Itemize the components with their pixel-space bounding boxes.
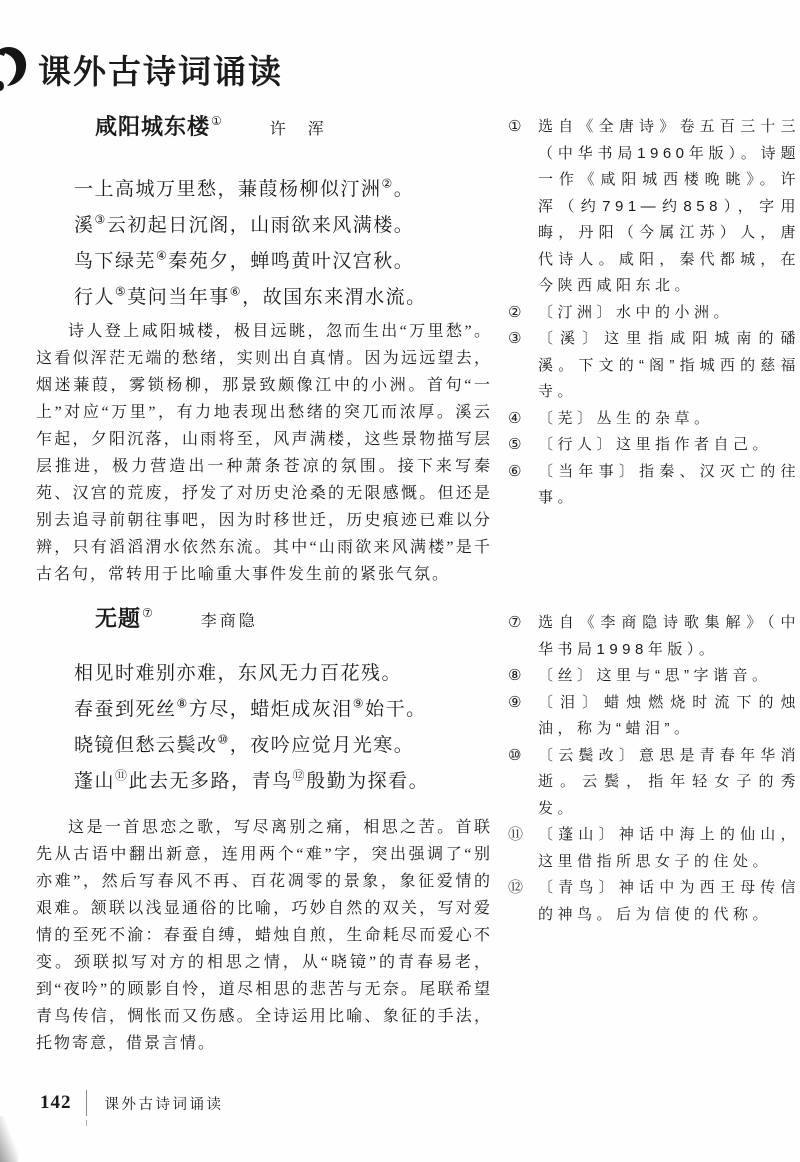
- annotations-column: [508, 114, 800, 923]
- scan-corner-shade: [0, 1116, 18, 1162]
- note-ref: ⑧: [176, 696, 189, 711]
- poem-text: 鸟下绿芜: [74, 251, 157, 272]
- poem2-header: [95, 602, 258, 633]
- poem-line: [74, 208, 427, 244]
- footnote-text: 〔丝〕这里与“思”字谐音。: [538, 667, 772, 684]
- footnote-number: ⑧: [508, 667, 522, 684]
- poem-text: 云初起日沉阁，山雨欲来风满楼。: [106, 215, 415, 236]
- footnote-number: ③: [508, 330, 522, 347]
- poem1-author: 许 浑: [269, 121, 327, 138]
- poem-text: ，夜吟应觉月光寒。: [229, 735, 415, 756]
- poem1-header: [95, 110, 327, 141]
- footnote: [508, 300, 800, 327]
- footnote-number: ②: [508, 303, 522, 321]
- note-ref: ④: [156, 248, 169, 263]
- note-ref: ⑫: [292, 768, 307, 783]
- poem-text: 春蚕到死丝: [74, 699, 177, 720]
- footnote-number: ⑪: [508, 826, 524, 843]
- footnote-number: ①: [508, 118, 522, 135]
- poem2-footnotes: [508, 610, 800, 928]
- note-ref: ③: [94, 212, 107, 227]
- crescent-logo-icon: [0, 44, 30, 92]
- footnote: [508, 432, 800, 459]
- poem-text: 殷勤为探看。: [306, 771, 430, 792]
- footnote: [508, 690, 800, 743]
- footnote-text: 〔泪〕蜡烛燃烧时流下的烛油，称为“蜡泪”。: [538, 693, 800, 737]
- footnote-number: ⑤: [508, 436, 522, 453]
- footnote-text: 选自《李商隐诗歌集解》（中华书局1998年版）。: [538, 614, 800, 658]
- footnote-number: ⑩: [508, 746, 522, 764]
- poem-text: 相见时难别亦难，东风无力百花残。: [74, 663, 403, 684]
- poem-text: 秦苑夕，蝉鸣黄叶汉宫秋。: [168, 251, 415, 272]
- poem-text: ，故国东来渭水流。: [242, 287, 427, 308]
- poem-line: [74, 764, 429, 800]
- poem-line: [74, 656, 429, 692]
- footnote-text: 〔蓬山〕神话中海上的仙山，这里借指所思女子的住处。: [538, 826, 800, 870]
- poem2-author: 李商隐: [200, 613, 258, 630]
- poem-line: [74, 172, 427, 208]
- footnote: [508, 875, 800, 928]
- footnote-text: 〔芜〕丛生的杂草。: [538, 409, 714, 427]
- poem-text: 始干。: [365, 699, 427, 720]
- poem1-title: 咸阳城东楼: [95, 114, 211, 139]
- poem-line: [74, 692, 429, 728]
- poem-text: 此去无多路，青鸟: [128, 771, 293, 792]
- footnote: [508, 459, 800, 512]
- poem-text: 蓬山: [74, 771, 116, 792]
- footnote-text: 〔行人〕这里指作者自己。: [538, 436, 773, 453]
- poem-text: 莫问当年事: [127, 287, 230, 308]
- poem-text: 晓镜但愁云鬓改: [74, 735, 218, 756]
- poem1-footnotes: [508, 114, 800, 512]
- poem1-commentary: 诗人登上咸阳城楼，极目远眺，忽而生出“万里愁”。这看似浑茫无端的愁绪，实则出自真情。因为远远望去，烟迷蒹葭，雾锁杨柳，那景致颇像江中的小洲。首句“一上”对应“万里”，有力地表现出愁绪的突兀而浓厚。溪云乍起，夕阳沉落，山雨将至，风声满楼，这些景物描写层层推进，极力营造出一种萧条苍凉的氛围。接下来写秦苑、汉宫的荒废，抒发了对历史沧桑的无限感慨。但还是别去追寻前朝往事吧，因为时移世迁，历史痕迹已难以分辨，只有滔滔渭水依然东流。其中“山雨欲来风满楼”是千古名句，常转用于比喻重大事件发生前的紧张气氛。: [36, 323, 492, 583]
- footnote-number: ⑥: [508, 462, 522, 480]
- page-title: 课外古诗词诵读: [38, 53, 283, 90]
- footnote-number: ⑦: [508, 614, 522, 631]
- poem-line: [74, 244, 427, 280]
- footnote-number: ⑫: [508, 879, 524, 896]
- footnote: [508, 822, 800, 875]
- poem-text: 行人: [74, 287, 116, 308]
- poem1-body: [74, 172, 427, 316]
- page-number: 142: [40, 1092, 72, 1113]
- footnote: [508, 114, 800, 300]
- page-footer: [40, 1090, 224, 1116]
- note-ref: ⑩: [217, 732, 230, 747]
- poem-text: 。: [393, 179, 415, 200]
- note-ref: ⑥: [229, 284, 243, 299]
- poem-text: 溪: [74, 215, 95, 236]
- poem2-title: 无题: [95, 606, 142, 631]
- note-ref: ②: [381, 176, 394, 191]
- footer-divider: [86, 1090, 87, 1116]
- footnote: [508, 326, 800, 406]
- note-ref: ⑤: [115, 284, 128, 299]
- note-ref: ⑨: [352, 696, 366, 711]
- poem1-title-note-ref: ①: [211, 114, 222, 128]
- footnote-text: 〔云鬓改〕意思是青春年华消逝。云鬓，指年轻女子的秀发。: [538, 746, 800, 817]
- note-ref: ⑪: [115, 768, 129, 783]
- poem-line: [74, 280, 427, 316]
- poem2-title-note-ref: ⑦: [142, 606, 153, 620]
- footnote-number: ④: [508, 409, 522, 427]
- footnote-number: ⑨: [508, 693, 522, 711]
- footnote-text: 〔汀洲〕水中的小洲。: [538, 303, 734, 321]
- footnote: [508, 663, 800, 690]
- poem2-commentary: 这是一首思恋之歌，写尽离别之痛，相思之苦。首联先从古语中翻出新意，连用两个“难”字，突出强调了“别亦难”，然后写春风不再、百花凋零的景象，象征爱情的艰难。颔联以浅显通俗的比喻，巧妙自然的双关，写对爱情的至死不渝：春蚕自缚，蜡烛自煎，生命耗尽而爱心不变。颈联拟写对方的相思之情，从“晓镜”的青春易老，到“夜吟”的顾影自怜，道尽相思的悲苦与无奈。尾联希望青鸟传信，惆怅而又伤感。全诗运用比喻、象征的手法，托物寄意，借景言情。: [36, 819, 492, 1052]
- footer-section-title: 课外古诗词诵读: [104, 1096, 224, 1113]
- footnote-text: 选自《全唐诗》卷五百三十三（中华书局1960年版）。诗题一作《咸阳城西楼晚眺》。许浑（约791—约858），字用晦，丹阳（今属江苏）人，唐代诗人。咸阳，秦代都城，在今陕西咸阳东北。: [538, 118, 800, 294]
- poem-text: 一上高城万里愁，蒹葭杨柳似汀洲: [74, 179, 382, 200]
- poem-line: [74, 728, 429, 764]
- footnote-text: 〔当年事〕指秦、汉灭亡的往事。: [538, 462, 800, 506]
- footnote: [508, 743, 800, 823]
- footnote-text: 〔青鸟〕神话中为西王母传信的神鸟。后为信使的代称。: [538, 879, 800, 923]
- footnote-text: 〔溪〕这里指咸阳城南的磻溪。下文的“阁”指城西的慈福寺。: [538, 330, 800, 400]
- footnote: [508, 610, 800, 663]
- footnote: [508, 406, 800, 433]
- poem2-body: [74, 656, 429, 800]
- poem-text: 方尽，蜡炬成灰泪: [188, 699, 353, 720]
